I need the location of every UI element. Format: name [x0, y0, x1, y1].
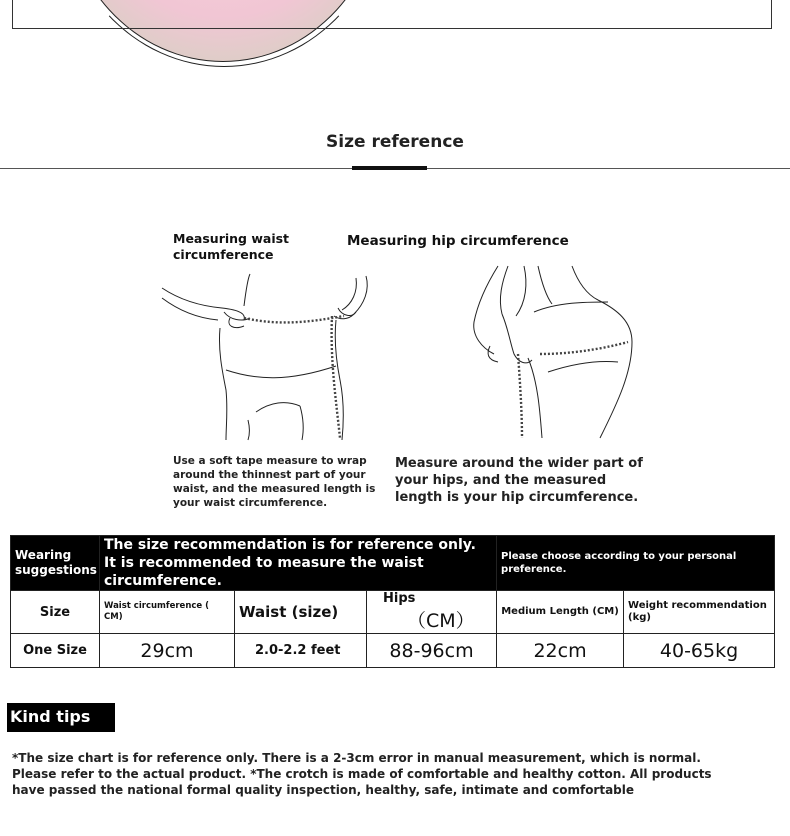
col-waist-circumference: Waist circumference ( CM) — [100, 591, 235, 634]
value-hips: 88-96cm — [367, 634, 497, 668]
hip-instruction: Measure around the wider part of your hips, and the measured length is your hip circumference. — [395, 456, 643, 505]
value-waist-circumference: 29cm — [100, 634, 235, 668]
kind-tips-text: *The size chart is for reference only. There is a 2-3cm error in manual measurement, which is normal. Please refer to the actual product. *The crotch is made of comfortable and healthy cotton. All products have passed the national formal quality inspection, healthy, safe, intimate and comfortable — [12, 751, 712, 797]
section-title: Size reference — [326, 132, 464, 152]
hip-title: Measuring hip circumference — [347, 233, 569, 249]
preference-note: Please choose according to your personal preference. — [497, 536, 775, 591]
section-accent-bar — [352, 166, 427, 170]
recommendation-note: The size recommendation is for reference only. It is recommended to measure the waist circumference. — [100, 536, 497, 591]
col-hips-label: Hips — [383, 591, 416, 606]
col-hips-unit: （CM） — [407, 610, 475, 632]
value-medium-length: 22cm — [497, 634, 624, 668]
table-header-row — [11, 536, 775, 591]
value-waist-size: 2.0-2.2 feet — [235, 634, 367, 668]
wearing-suggestions-label: Wearing suggestions — [11, 536, 100, 591]
col-medium-length: Medium Length (CM) — [497, 591, 624, 634]
table-row — [11, 634, 775, 668]
waist-title: Measuring waist circumference — [173, 231, 290, 262]
col-weight: Weight recommendation (kg) — [624, 591, 775, 634]
kind-tips-label: Kind tips — [7, 703, 115, 732]
table-row — [11, 591, 775, 634]
waist-instruction: Use a soft tape measure to wrap around the thinnest part of your waist, and the measured length is your waist circumference. — [173, 455, 376, 509]
value-size: One Size — [11, 634, 100, 668]
photo-frame — [12, 0, 772, 29]
waist-illustration — [160, 270, 375, 442]
value-weight: 40-65kg — [624, 634, 775, 668]
size-table — [10, 535, 775, 668]
col-hips — [367, 591, 497, 634]
hip-illustration — [468, 262, 638, 440]
col-waist-size: Waist (size) — [235, 591, 367, 634]
col-size: Size — [11, 591, 100, 634]
